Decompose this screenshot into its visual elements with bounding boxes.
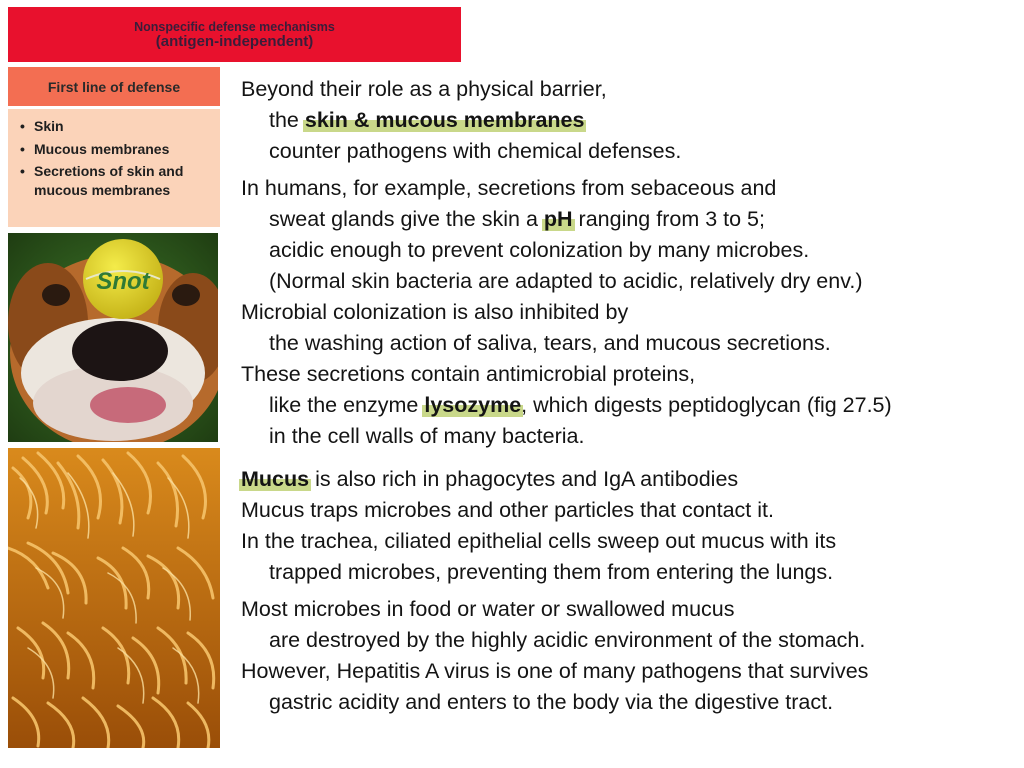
header-subtitle: (antigen-independent) bbox=[155, 32, 314, 50]
list-item: • Mucous membranes bbox=[20, 140, 170, 157]
header-title: Nonspecific defense mechanisms bbox=[134, 19, 335, 34]
highlight-mucus: Mucus bbox=[241, 464, 309, 495]
slide-header bbox=[8, 7, 461, 62]
first-line-title: First line of defense bbox=[47, 78, 181, 95]
paragraph-2: In humans, for example, secretions from sebaceous and sweat glands give the skin a pH ranging from 3 to 5; acidic enough to prevent colonization by many microbes. (Normal skin bacteria are adapted to acidic, relatively dry env.) Microbial colonization is also inhibited by the washing action of saliva, tears, and mucous secretions. These secretions contain antimicrobial proteins, like the enzyme lysozyme, which digests peptidoglycan (fig 27.5) in the cell walls of many bacteria. bbox=[241, 176, 892, 448]
highlight-ph: pH bbox=[544, 204, 573, 235]
dog-snot-ball-photo bbox=[8, 233, 218, 442]
cilia-micrograph bbox=[8, 448, 220, 748]
main-text bbox=[241, 74, 1021, 718]
ball-logo-text: Snot bbox=[96, 268, 150, 295]
list-item: • Secretions of skin and mucous membranes bbox=[20, 163, 184, 198]
bullet-icon: • bbox=[20, 118, 25, 134]
first-line-box bbox=[8, 67, 220, 106]
highlight-lysozyme: lysozyme bbox=[424, 390, 521, 421]
paragraph-3: Mucus is also rich in phagocytes and IgA antibodies Mucus traps microbes and other particles that contact it. In the trachea, ciliated epithelial cells sweep out mucus with its trapped microbes, preventing them from entering the lungs. bbox=[241, 464, 1021, 588]
bullet-icon: • bbox=[20, 140, 25, 157]
paragraph-1: Beyond their role as a physical barrier, the skin & mucous membranes counter pathogens with chemical defenses. bbox=[241, 77, 682, 163]
first-line-list bbox=[8, 109, 220, 227]
paragraph-4: Most microbes in food or water or swallowed mucus are destroyed by the highly acidic environment of the stomach. However, Hepatitis A virus is one of many pathogens that survives gastric acidity and enters to the body via the digestive tract. bbox=[241, 597, 869, 714]
highlight-skin-mucous: skin & mucous membranes bbox=[305, 105, 585, 136]
bullet-icon: • bbox=[20, 163, 25, 179]
list-item: • Skin bbox=[20, 118, 64, 134]
